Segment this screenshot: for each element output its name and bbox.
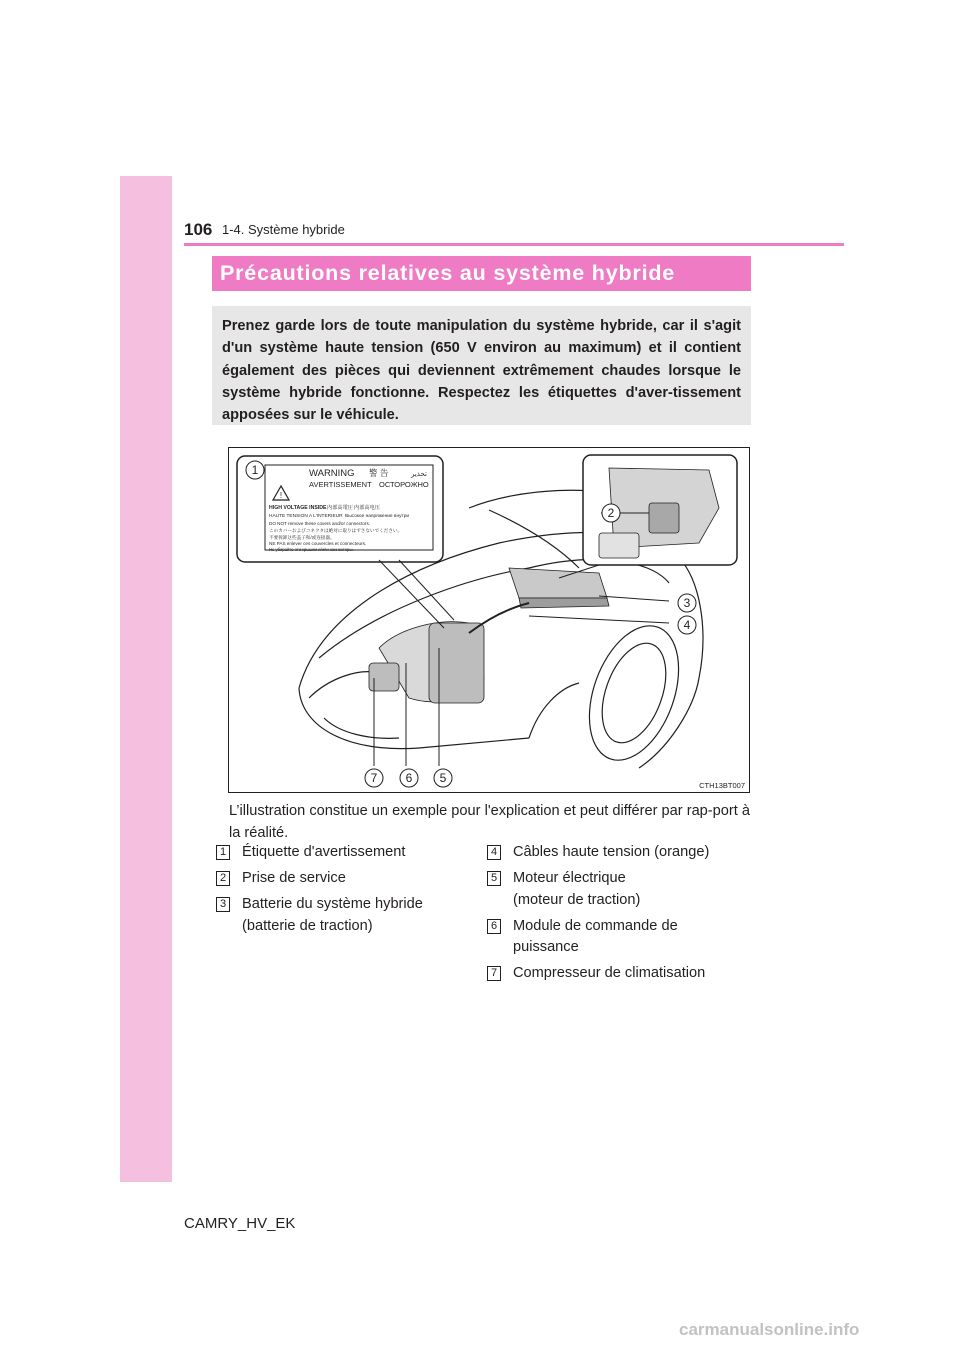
legend-number: 5 [487,871,501,886]
header-rule [184,243,844,246]
legend-number: 7 [487,966,501,981]
page-number: 106 [184,220,213,239]
label-haute-tension: HAUTE TENSION A L'INTERIEUR [269,514,343,519]
warning-label-inset [237,456,443,562]
legend-text: Batterie du système hybride (batterie de traction) [242,896,423,934]
callout-2: 2 [607,506,615,520]
callout-5: 5 [439,771,447,785]
label-high-voltage: HIGH VOLTAGE INSIDE [269,505,327,511]
engine-bay [369,622,484,703]
callout-4: 4 [683,618,691,632]
legend-item [487,842,727,864]
legend-text: Moteur électrique (moteur de traction) [513,870,641,908]
legend-right [487,842,727,989]
figure-caption: L’illustration constitue un exemple pour l'explication et peut différer par rap-port à la réalité. [229,803,750,842]
legend-text: Prise de service [242,870,346,886]
label-avertissement: AVERTISSEMENT [309,480,372,489]
sidebar-tab [120,176,172,1182]
label-line-ru: Не убирайте эти крышки и/или коннекторы. [269,547,354,552]
callout-7: 7 [370,771,378,785]
watermark: carmanualsonline.info [679,1320,860,1339]
footer-model-code: CAMRY_HV_EK [184,1215,296,1232]
legend-text: Câbles haute tension (orange) [513,844,710,860]
label-line-cn: 不要拆卸这些盖子和/或连接器。 [269,535,335,540]
svg-text:!: ! [279,491,283,500]
legend-text: Compresseur de climatisation [513,965,706,981]
section-title: 1-4. Système hybride [222,222,345,237]
legend-number: 3 [216,897,230,912]
label-warning-jp: 警 告 [369,468,389,478]
label-high-voltage-jp: 内部高電圧 [327,505,353,511]
legend-number: 2 [216,871,230,886]
label-line-en: DO NOT remove these covers and/or connectors. [269,521,371,526]
legend-item [216,894,456,937]
legend-item [487,963,727,985]
legend-item [487,868,727,911]
intro-box [212,306,751,425]
legend-text: Module de commande de puissance [513,917,678,955]
callout-3: 3 [683,596,691,610]
figure-code: CTH13BT007 [699,781,745,790]
legend-number: 1 [216,845,230,860]
hybrid-system-illustration [228,447,750,793]
label-ostorozhno: ОСТОРОЖНО [379,480,429,489]
callout-6: 6 [405,771,413,785]
label-warning-ar: تحذير [411,471,427,478]
legend-text: Étiquette d'avertissement [242,844,406,860]
label-vysokoe: Высокое напряжение внутри [345,514,410,519]
legend-item [487,916,727,959]
page-heading: Précautions relatives au système hybride [220,261,676,285]
label-high-voltage-cn: 内部高电压 [354,505,380,511]
legend-item [216,842,456,864]
callout-1: 1 [251,463,259,477]
intro-text: Prenez garde lors de toute manipulation du système hybride, car il s'agit d'un système haute tension (650 V environ au maximum) et il contient également des pièces qui deviennent extrêmement chaudes lorsque le système hybride fonctionne. Respectez les étiquettes d'aver-tissement apposées sur le véhicule. [222,318,741,424]
label-warning: WARNING [309,468,355,479]
legend-number: 4 [487,845,501,860]
traction-battery [509,568,609,608]
heading-band [212,256,751,291]
legend-item [216,868,456,890]
label-line-fr: NE PAS enlever ces couvercles et connecteurs. [269,541,367,546]
label-line-jp: このカバーおよびコネクタは絶対に取りはずさないでください。 [269,528,403,533]
legend-left [216,842,456,942]
legend-number: 6 [487,919,501,934]
